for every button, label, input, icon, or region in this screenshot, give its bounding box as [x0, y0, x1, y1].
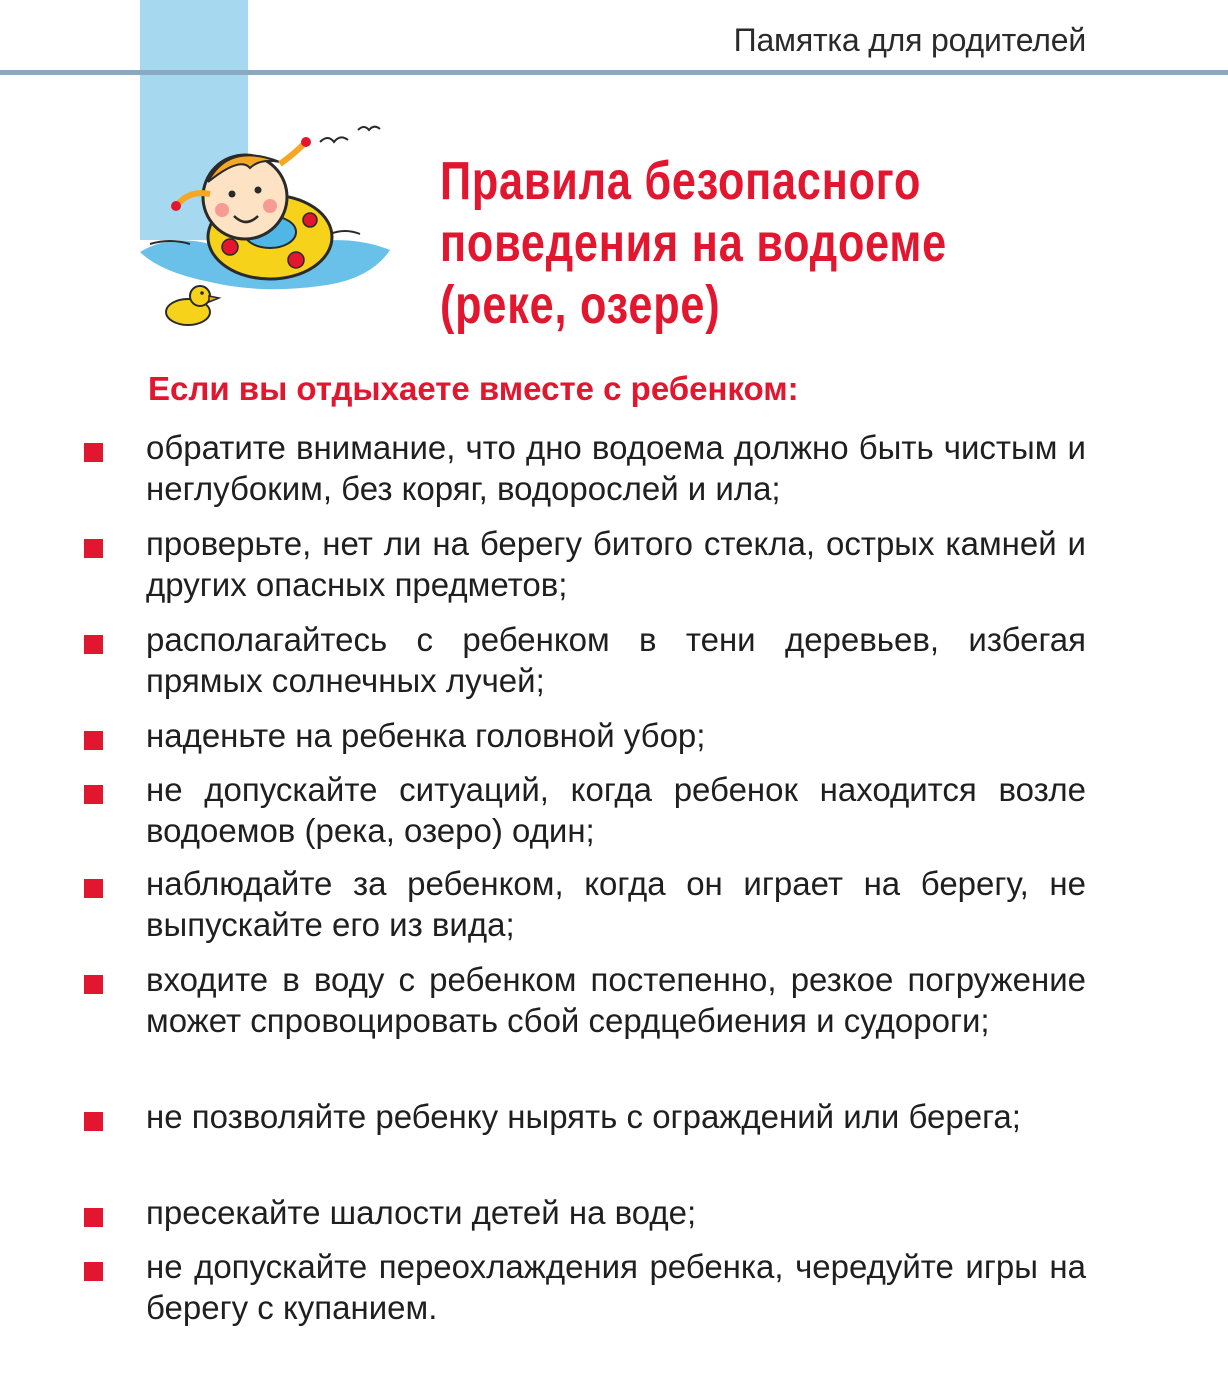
- list-item: располагайтесь с ребенком в тени деревьев, избегая прямых солнечных лучей;: [146, 621, 1086, 699]
- bullet-icon: [84, 635, 103, 654]
- bullet-icon: [84, 731, 103, 750]
- page-title-line: поведения на водоеме: [440, 213, 947, 273]
- page-title: [440, 150, 984, 336]
- list-item: пресекайте шалости детей на воде;: [146, 1194, 697, 1231]
- list-item: обратите внимание, что дно водоема должно быть чистым и неглубоким, без коряг, водорослей и ила;: [146, 429, 1086, 507]
- bullet-icon: [84, 879, 103, 898]
- list-item: наблюдайте за ребенком, когда он играет на берегу, не выпускайте его из вида;: [146, 865, 1086, 943]
- bullet-icon: [84, 539, 103, 558]
- page-title-line: Правила безопасного: [440, 151, 922, 211]
- list-item: не допускайте переохлаждения ребенка, чередуйте игры на берегу с купанием.: [146, 1248, 1086, 1326]
- list-item: не допускайте ситуаций, когда ребенок находится возле водоемов (река, озеро) один;: [146, 771, 1086, 849]
- bullet-icon: [84, 785, 103, 804]
- header-divider: [0, 70, 1228, 75]
- list-item: проверьте, нет ли на берегу битого стекла, острых камней и других опасных предметов;: [146, 525, 1086, 603]
- bullet-icon: [84, 443, 103, 462]
- bullet-icon: [84, 975, 103, 994]
- section-subtitle: Если вы отдыхаете вместе с ребенком:: [148, 370, 799, 407]
- page-title-line: (реке, озере): [440, 275, 721, 335]
- header-title: Памятка для родителей: [733, 22, 1086, 58]
- list-item: входите в воду с ребенком постепенно, резкое погружение может спровоцировать сбой сердцебиения и судороги;: [146, 961, 1086, 1039]
- list-item: наденьте на ребенка головной убор;: [146, 717, 706, 754]
- list-item: не позволяйте ребенку нырять с ограждений или берега;: [146, 1098, 1021, 1135]
- child-swimming-ring-icon: [130, 112, 400, 342]
- bullet-icon: [84, 1262, 103, 1281]
- bullet-icon: [84, 1208, 103, 1227]
- bullet-icon: [84, 1112, 103, 1131]
